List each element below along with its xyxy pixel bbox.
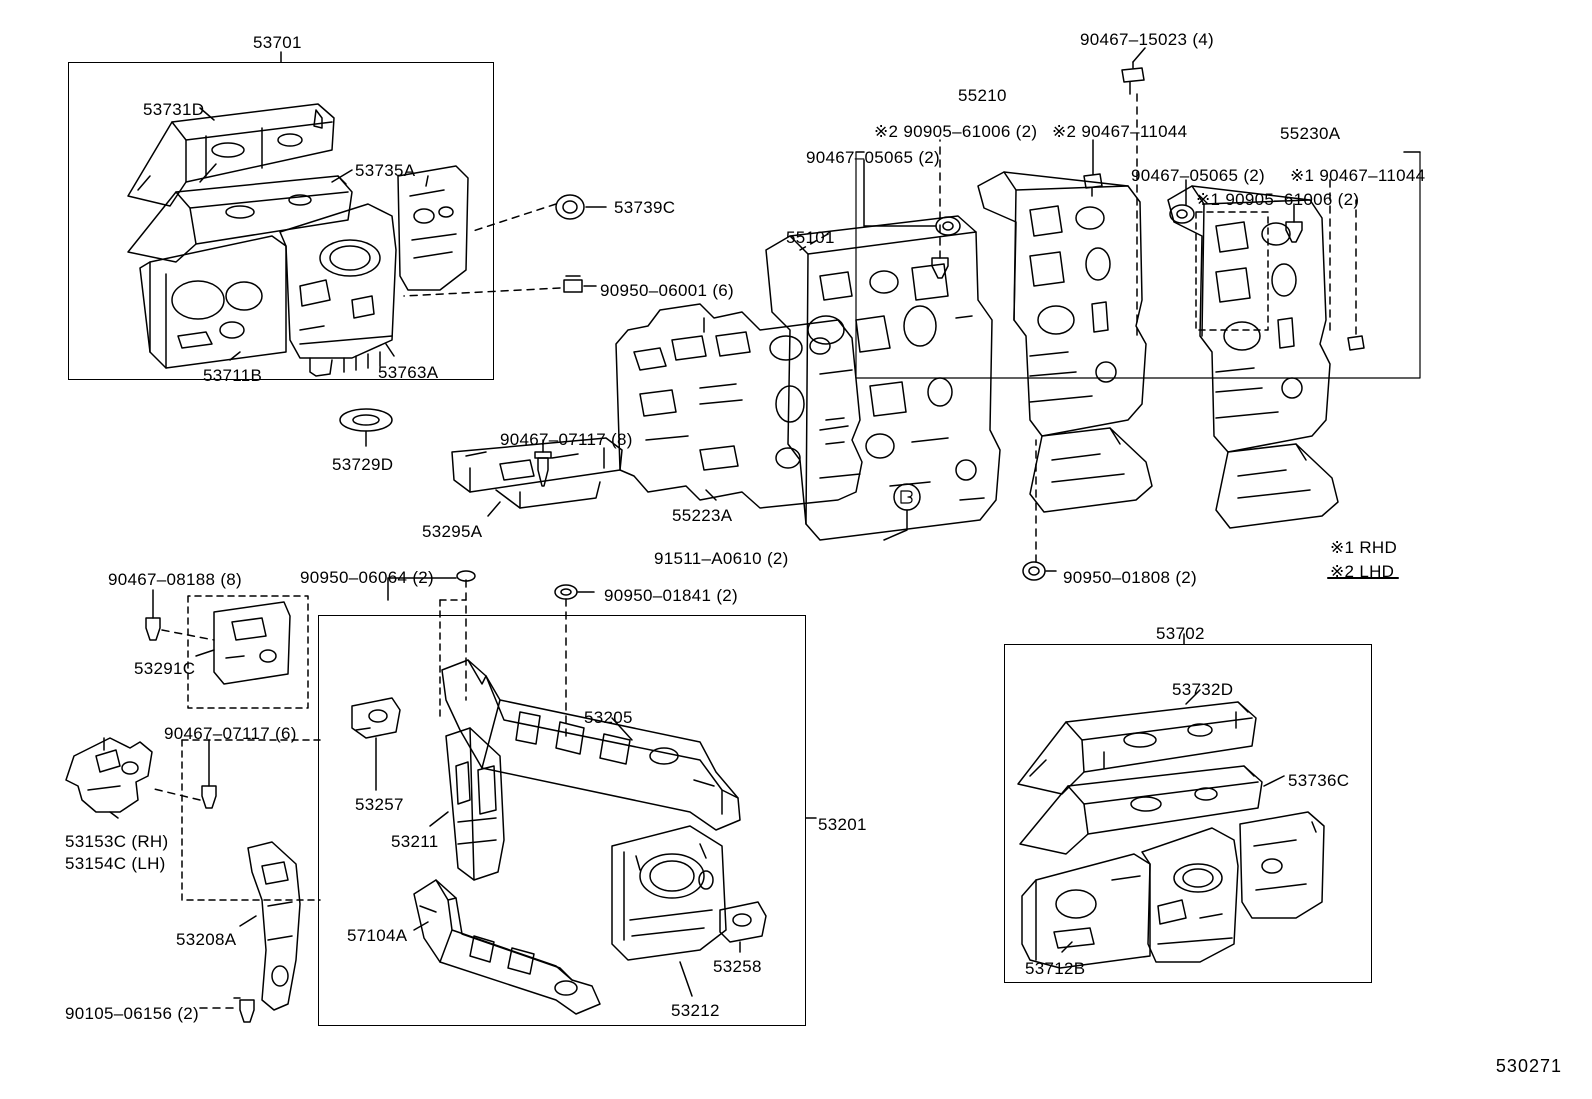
part-label-90467-07117-6: 90467–07117 (6)	[164, 724, 297, 743]
part-label-90467-08188: 90467–08188 (8)	[108, 570, 243, 589]
part-label-53257: 53257	[355, 795, 404, 814]
part-label-53205: 53205	[584, 708, 633, 727]
part-label-90467-05065-right: 90467–05065 (2)	[1131, 166, 1266, 185]
part-label-90905-61006-rhd: ※1 90905–61006 (2)	[1196, 190, 1360, 209]
part-label-53702: 53702	[1156, 624, 1205, 643]
part-label-53736C: 53736C	[1288, 771, 1350, 790]
part-label-90105-06156: 90105–06156 (2)	[65, 1004, 200, 1023]
part-label-57104A: 57104A	[347, 926, 408, 945]
part-label-53711B: 53711B	[203, 366, 263, 385]
part-label-53729D: 53729D	[332, 455, 394, 474]
part-label-53739C: 53739C	[614, 198, 676, 217]
part-label-53701: 53701	[253, 33, 302, 52]
part-label-53732D: 53732D	[1172, 680, 1234, 699]
part-label-53735A: 53735A	[355, 161, 416, 180]
part-label-53201: 53201	[818, 815, 867, 834]
part-label-90950-01841: 90950–01841 (2)	[604, 586, 739, 605]
part-label-53154C-LH: 53154C (LH)	[65, 854, 166, 873]
note-rhd: ※1 RHD	[1330, 538, 1398, 557]
group-box-53701	[68, 62, 494, 380]
part-label-90467-11044-rhd: ※1 90467–11044	[1290, 166, 1426, 185]
part-label-53763A: 53763A	[378, 363, 439, 382]
part-label-53712B: 53712B	[1025, 959, 1086, 978]
part-label-53211: 53211	[391, 832, 439, 851]
part-label-53291C: 53291C	[134, 659, 196, 678]
part-label-90950-01808: 90950–01808 (2)	[1063, 568, 1198, 587]
part-label-53208A: 53208A	[176, 930, 237, 949]
part-label-90467-07117-8: 90467–07117 (8)	[500, 430, 633, 449]
part-label-53153C-RH: 53153C (RH)	[65, 832, 169, 851]
part-label-90905-61006-lhd: ※2 90905–61006 (2)	[874, 122, 1038, 141]
part-label-53731D: 53731D	[143, 100, 205, 119]
part-label-53258: 53258	[713, 957, 762, 976]
part-label-53212: 53212	[671, 1001, 720, 1020]
note-lhd: ※2 LHD	[1330, 562, 1395, 581]
part-label-90950-06001: 90950–06001 (6)	[600, 281, 735, 300]
part-label-55223A: 55223A	[672, 506, 733, 525]
part-label-91511-A0610: 91511–A0610 (2)	[654, 549, 789, 568]
part-label-90467-05065-left: 90467–05065 (2)	[806, 148, 941, 167]
part-label-90950-06064: 90950–06064 (2)	[300, 568, 435, 587]
part-label-55210: 55210	[958, 86, 1007, 105]
part-label-90467-11044-lhd: ※2 90467–11044	[1052, 122, 1188, 141]
part-label-55101: 55101	[786, 228, 835, 247]
part-label-55230A: 55230A	[1280, 124, 1341, 143]
part-label-90467-15023: 90467–15023 (4)	[1080, 30, 1215, 49]
drawing-number: 530271	[1495, 1056, 1562, 1076]
part-label-53295A: 53295A	[422, 522, 483, 541]
